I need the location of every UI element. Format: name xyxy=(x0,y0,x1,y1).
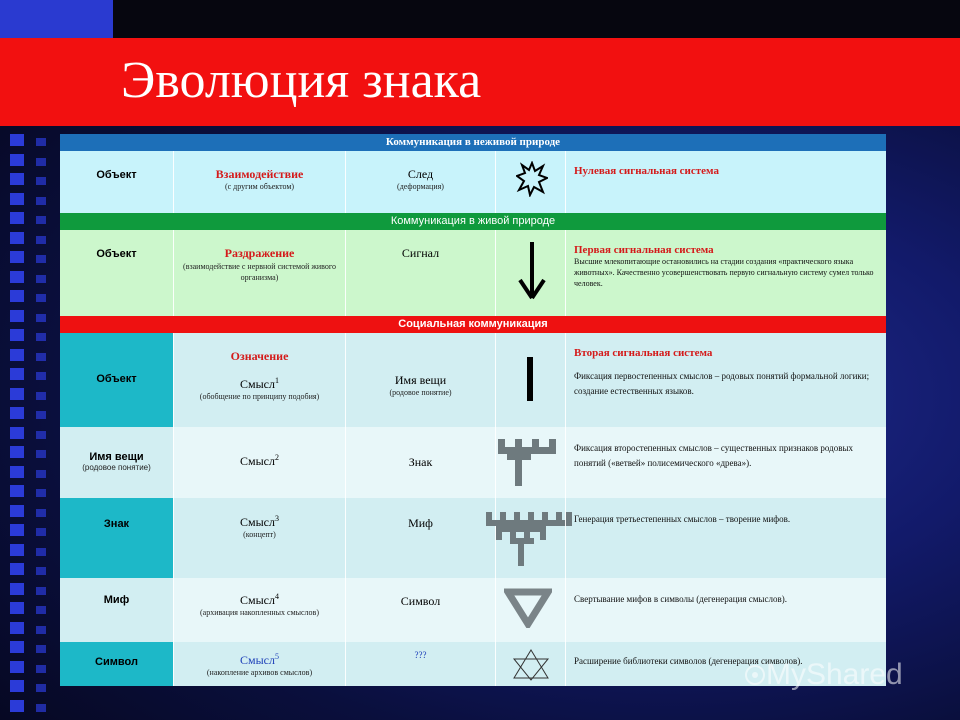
row3-col2-sup: 1 xyxy=(274,376,279,385)
row5-col2 xyxy=(173,498,345,578)
table-row-6 xyxy=(60,578,886,642)
decorative-square xyxy=(10,700,24,712)
decorative-square xyxy=(10,485,24,497)
row2-col3 xyxy=(345,230,495,316)
row3-col4 xyxy=(495,333,565,427)
row2-col5-text: Высшие млекопитающие остановились на стадии создания «практического языка животных». Качественно усовершенствовать первую сигнальную систему сумел только человек. xyxy=(574,257,874,288)
decorative-square xyxy=(10,583,24,595)
decorative-square xyxy=(36,587,46,595)
row3-col3 xyxy=(345,333,495,427)
decorative-square xyxy=(36,665,46,673)
decorative-square xyxy=(10,310,24,322)
decorative-square xyxy=(10,427,24,439)
row3-col3-text: Имя вещи xyxy=(394,373,447,387)
row2-col5-title: Первая сигнальная система xyxy=(574,244,714,256)
starburst-icon xyxy=(516,161,548,197)
row3-col2-main-text: Смысл xyxy=(240,377,275,391)
decorative-square xyxy=(36,372,46,380)
top-blue-block xyxy=(0,0,113,38)
slide-title: Эволюция знака xyxy=(121,52,482,109)
decorative-squares xyxy=(0,126,60,720)
row6-col2-main-text: Смысл xyxy=(240,593,275,607)
row7-col2-sup: 5 xyxy=(274,652,279,661)
decorative-square xyxy=(10,388,24,400)
decorative-square xyxy=(36,645,46,653)
row1-col5-title: Нулевая сигнальная система xyxy=(574,165,719,177)
decorative-square xyxy=(10,602,24,614)
row7-col2-sub: (накопление архивов смыслов) xyxy=(206,668,313,677)
row5-col2-main xyxy=(174,514,345,530)
row4-col3-text: Знак xyxy=(408,455,433,469)
decorative-square xyxy=(10,193,24,205)
row6-col3-text: Символ xyxy=(400,594,441,608)
decorative-square xyxy=(36,411,46,419)
decorative-square xyxy=(36,606,46,614)
decorative-square xyxy=(36,294,46,302)
band-nonliving: Коммуникация в неживой природе xyxy=(60,134,886,151)
row2-col2-title: Раздражение xyxy=(224,246,295,260)
row2-col1: Объект xyxy=(96,248,137,260)
row6-col5-text: Свертывание мифов в символы (дегенерация смыслов). xyxy=(574,594,787,604)
row4-col1-text: Имя вещи xyxy=(89,451,144,463)
row6-col2-sup: 4 xyxy=(274,592,279,601)
decorative-square xyxy=(10,563,24,575)
watermark-text: MyShared xyxy=(766,658,903,691)
row6-col5 xyxy=(565,578,886,642)
decorative-square xyxy=(36,314,46,322)
decorative-square xyxy=(10,446,24,458)
row2-col4 xyxy=(495,230,565,316)
row1-col5 xyxy=(565,151,886,213)
decorative-square xyxy=(36,704,46,712)
decorative-square xyxy=(36,431,46,439)
row1-col2-sub: (с другим объектом) xyxy=(224,182,295,191)
row6-col2 xyxy=(173,578,345,642)
row1-col2 xyxy=(173,151,345,213)
top-dark-bar xyxy=(0,0,960,38)
decorative-square xyxy=(36,470,46,478)
row1-col4 xyxy=(495,151,565,213)
row2-col2 xyxy=(173,230,345,316)
inverted-triangle-icon xyxy=(504,588,552,628)
decorative-square xyxy=(10,641,24,653)
row3-col2-title: Означение xyxy=(230,349,289,363)
table-row-1 xyxy=(60,151,886,213)
row7-col1: Символ xyxy=(60,642,173,686)
row3-col3-sub: (родовое понятие) xyxy=(389,388,452,397)
decorative-square xyxy=(36,236,46,244)
row6-col1: Миф xyxy=(60,578,173,642)
row3-col2-sub: (обобщение по принципу подобия) xyxy=(199,392,320,401)
row3-col2 xyxy=(173,333,345,427)
row3-col2-main xyxy=(174,376,345,392)
row6-col3 xyxy=(345,578,495,642)
row7-col5-text: Расширение библиотеки символов (дегенерация символов). xyxy=(574,656,803,666)
vertical-bar-icon xyxy=(526,357,536,401)
row5-col3 xyxy=(345,498,495,578)
decorative-square xyxy=(36,489,46,497)
row3-col5-text1: Фиксация первостепенных смыслов – родовых понятий формальной логики; xyxy=(574,371,870,381)
decorative-square xyxy=(10,173,24,185)
decorative-square xyxy=(10,407,24,419)
row7-col2 xyxy=(173,642,345,686)
row7-col4 xyxy=(495,642,565,686)
row4-col1 xyxy=(60,427,173,498)
decorative-square xyxy=(10,349,24,361)
row4-col2 xyxy=(173,427,345,498)
row1-col3-sub: (деформация) xyxy=(397,182,444,191)
band-social: Социальная коммуникация xyxy=(60,316,886,333)
row6-col2-main xyxy=(174,592,345,608)
row4-col5-text: Фиксация второстепенных смыслов – существенных признаков родовых понятий («ветвей» полисемического «древа»). xyxy=(574,443,853,468)
table-row-3 xyxy=(60,333,886,427)
decorative-square xyxy=(10,290,24,302)
row4-col3 xyxy=(345,427,495,498)
decorative-square xyxy=(10,154,24,166)
decorative-square xyxy=(10,232,24,244)
decorative-square xyxy=(10,329,24,341)
decorative-square xyxy=(36,177,46,185)
row3-col5 xyxy=(565,333,886,427)
decorative-square xyxy=(36,353,46,361)
row5-col2-sub: (концепт) xyxy=(243,530,276,539)
evolution-table xyxy=(60,134,886,686)
decorative-square xyxy=(36,392,46,400)
row4-col2-main-text: Смысл xyxy=(240,454,275,468)
decorative-square xyxy=(36,450,46,458)
decorative-square xyxy=(10,544,24,556)
row7-col3-text: ??? xyxy=(414,650,427,660)
decorative-square xyxy=(10,251,24,263)
decorative-square xyxy=(10,661,24,673)
band-living: Коммуникация в живой природе xyxy=(60,213,886,230)
row3-col5-text2: создание естественных языков. xyxy=(574,386,694,396)
row5-col4 xyxy=(495,498,565,578)
row6-col4 xyxy=(495,578,565,642)
decorative-square xyxy=(36,255,46,263)
decorative-square xyxy=(10,466,24,478)
row3-col5-title: Вторая сигнальная система xyxy=(574,347,713,359)
decorative-square xyxy=(36,197,46,205)
row4-col1-sub: (родовое понятие) xyxy=(82,463,151,472)
row5-col2-sup: 3 xyxy=(274,514,279,523)
decorative-square xyxy=(10,134,24,146)
decorative-square xyxy=(10,524,24,536)
row3-col1: Объект xyxy=(60,333,173,427)
decorative-square xyxy=(10,212,24,224)
watermark-logo-icon xyxy=(744,664,766,686)
row5-col5-text: Генерация третьестепенных смыслов – творение мифов. xyxy=(574,514,791,524)
row4-col2-main xyxy=(174,453,345,469)
row1-col3-text: След xyxy=(407,167,434,181)
decorative-square xyxy=(10,622,24,634)
row4-col2-sup: 2 xyxy=(274,453,279,462)
row5-col2-main-text: Смысл xyxy=(240,515,275,529)
table-row-4 xyxy=(60,427,886,498)
decorative-square xyxy=(36,158,46,166)
decorative-square xyxy=(36,333,46,341)
row5-col5 xyxy=(565,498,886,578)
decorative-square xyxy=(36,138,46,146)
decorative-square xyxy=(36,626,46,634)
menorah-tree-icon xyxy=(484,510,574,568)
row5-col1: Знак xyxy=(60,498,173,578)
row1-col3 xyxy=(345,151,495,213)
decorative-square xyxy=(36,275,46,283)
down-arrow-icon xyxy=(516,240,548,302)
row2-col2-sub: (взаимодействие с нервной системой живого организма) xyxy=(183,262,336,282)
row7-col2-main-text: Смысл xyxy=(240,653,275,667)
row2-col5 xyxy=(565,230,886,316)
row5-col3-text: Миф xyxy=(408,516,433,530)
decorative-square xyxy=(10,680,24,692)
branch-tree-icon xyxy=(496,437,558,487)
decorative-square xyxy=(36,528,46,536)
hexagram-icon xyxy=(512,648,550,682)
row4-col4 xyxy=(495,427,565,498)
row1-col1: Объект xyxy=(96,169,137,181)
decorative-square xyxy=(10,271,24,283)
row7-col3 xyxy=(345,642,495,686)
row1-col2-title: Взаимодействие xyxy=(215,167,304,181)
table-row-2 xyxy=(60,230,886,316)
decorative-square xyxy=(36,684,46,692)
row6-col2-sub: (архивация накопленных смыслов) xyxy=(199,608,319,617)
decorative-square xyxy=(36,216,46,224)
decorative-square xyxy=(36,548,46,556)
row4-col5 xyxy=(565,427,886,498)
decorative-square xyxy=(36,509,46,517)
table-row-5 xyxy=(60,498,886,578)
decorative-square xyxy=(10,505,24,517)
decorative-square xyxy=(10,368,24,380)
decorative-square xyxy=(36,567,46,575)
row2-col3-text: Сигнал xyxy=(401,246,440,260)
row7-col2-main xyxy=(174,652,345,668)
